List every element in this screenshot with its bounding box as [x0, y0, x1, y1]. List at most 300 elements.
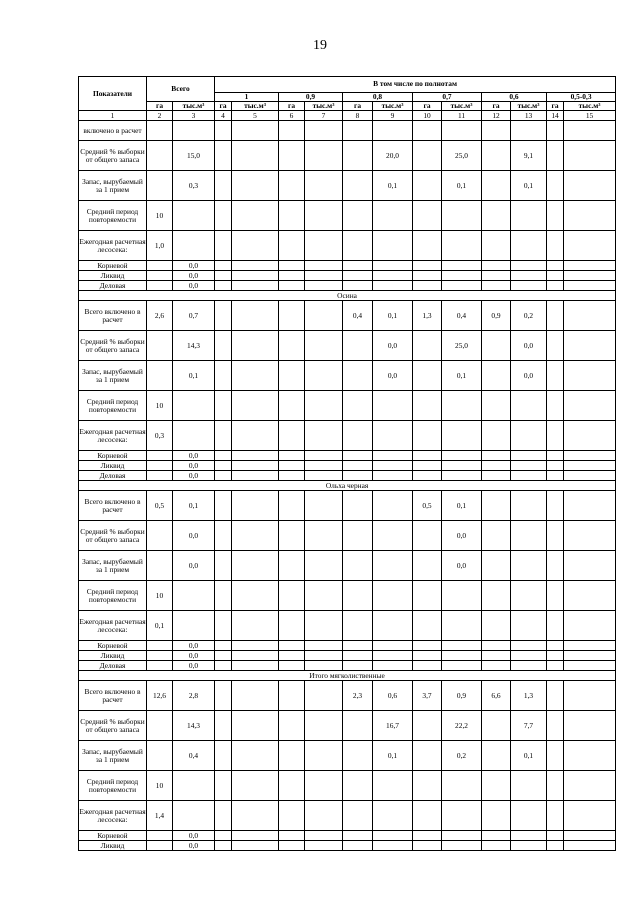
- table-cell: [232, 611, 279, 641]
- table-cell: [564, 281, 616, 291]
- row-label: Корневой: [79, 261, 147, 271]
- table-cell: [373, 261, 413, 271]
- table-cell: [413, 171, 442, 201]
- table-cell: [482, 421, 511, 451]
- table-cell: 0,4: [343, 301, 373, 331]
- table-cell: [547, 451, 564, 461]
- table-row: [79, 231, 616, 261]
- table-cell: [279, 491, 305, 521]
- table-cell: [564, 521, 616, 551]
- table-cell: [442, 641, 482, 651]
- table-cell: [442, 121, 482, 141]
- row-label: Деловая: [79, 661, 147, 671]
- column-number: 6: [279, 111, 305, 121]
- table-cell: [343, 651, 373, 661]
- table-cell: [442, 801, 482, 831]
- table-cell: 6,6: [482, 681, 511, 711]
- table-cell: [413, 141, 442, 171]
- table-cell: [215, 581, 232, 611]
- table-cell: [279, 711, 305, 741]
- table-cell: [547, 361, 564, 391]
- header-unit-ha: га: [147, 102, 173, 111]
- table-row: [79, 771, 616, 801]
- table-cell: [279, 451, 305, 461]
- table-cell: [413, 641, 442, 651]
- table-cell: [343, 421, 373, 451]
- table-cell: [232, 661, 279, 671]
- row-label: Ежегодная расчетная лесосека:: [79, 611, 147, 641]
- table-cell: [413, 841, 442, 851]
- table-row: [79, 841, 616, 851]
- table-cell: [442, 841, 482, 851]
- table-cell: [279, 361, 305, 391]
- table-cell: 1,3: [413, 301, 442, 331]
- table-cell: [511, 611, 547, 641]
- table-cell: [547, 471, 564, 481]
- table-cell: [147, 741, 173, 771]
- table-cell: [373, 581, 413, 611]
- table-cell: [511, 201, 547, 231]
- table-cell: [305, 831, 343, 841]
- table-cell: [232, 271, 279, 281]
- table-cell: [343, 491, 373, 521]
- table-cell: [564, 461, 616, 471]
- table-cell: 0,0: [511, 361, 547, 391]
- table-cell: [279, 581, 305, 611]
- header-unit-ha: га: [343, 102, 373, 111]
- table-cell: [373, 801, 413, 831]
- table-cell: [232, 451, 279, 461]
- table-cell: [215, 641, 232, 651]
- table-cell: 0,9: [482, 301, 511, 331]
- table-cell: [215, 651, 232, 661]
- table-row: [79, 281, 616, 291]
- table-cell: 0,0: [173, 831, 215, 841]
- table-cell: [215, 301, 232, 331]
- table-row: [79, 551, 616, 581]
- table-cell: [511, 771, 547, 801]
- row-label: Корневой: [79, 451, 147, 461]
- header-density-4: 0,6: [482, 93, 547, 102]
- table-cell: [511, 491, 547, 521]
- table-cell: [564, 231, 616, 261]
- table-cell: [305, 361, 343, 391]
- table-cell: [482, 361, 511, 391]
- header-unit-ha: га: [215, 102, 232, 111]
- column-number: 1: [79, 111, 147, 121]
- table-cell: [373, 461, 413, 471]
- table-cell: [279, 391, 305, 421]
- header-including-by-density: В том числе по полнотам: [215, 77, 616, 93]
- row-label: Ежегодная расчетная лесосека:: [79, 801, 147, 831]
- table-row: [79, 451, 616, 461]
- table-cell: [173, 611, 215, 641]
- table-cell: [215, 831, 232, 841]
- table-cell: 0,1: [173, 491, 215, 521]
- table-cell: [511, 471, 547, 481]
- table-cell: [482, 831, 511, 841]
- table-cell: [442, 261, 482, 271]
- table-cell: [547, 771, 564, 801]
- section-title: Итого мягколиственные: [79, 671, 616, 681]
- table-cell: 0,0: [442, 551, 482, 581]
- row-label: Всего включено в расчет: [79, 491, 147, 521]
- column-number: 2: [147, 111, 173, 121]
- table-cell: [232, 121, 279, 141]
- table-cell: [373, 121, 413, 141]
- table-cell: [147, 521, 173, 551]
- table-row: [79, 271, 616, 281]
- table-cell: [413, 331, 442, 361]
- section-title: Ольха черная: [79, 481, 616, 491]
- table-cell: [232, 551, 279, 581]
- table-cell: 9,1: [511, 141, 547, 171]
- header-unit-volume: тыс.м³: [442, 102, 482, 111]
- header-unit-volume: тыс.м³: [173, 102, 215, 111]
- table-cell: [373, 391, 413, 421]
- table-row: [79, 361, 616, 391]
- table-cell: [343, 581, 373, 611]
- column-number: 3: [173, 111, 215, 121]
- table-cell: [482, 741, 511, 771]
- table-cell: [343, 661, 373, 671]
- table-cell: [413, 611, 442, 641]
- table-cell: [232, 641, 279, 651]
- table-cell: [547, 741, 564, 771]
- table-cell: 0,9: [442, 681, 482, 711]
- table-cell: 0,1: [442, 491, 482, 521]
- table-cell: [442, 391, 482, 421]
- table-cell: [442, 831, 482, 841]
- row-label: Ликвид: [79, 271, 147, 281]
- table-cell: [482, 581, 511, 611]
- table-row: [79, 661, 616, 671]
- table-cell: [279, 611, 305, 641]
- table-header: [79, 77, 616, 121]
- table-cell: [547, 331, 564, 361]
- table-cell: 0,0: [173, 471, 215, 481]
- table-cell: [215, 141, 232, 171]
- table-row: [79, 831, 616, 841]
- table-cell: [373, 491, 413, 521]
- table-cell: [343, 611, 373, 641]
- table-cell: [482, 771, 511, 801]
- table-cell: [511, 831, 547, 841]
- table-cell: [147, 711, 173, 741]
- table-cell: [147, 661, 173, 671]
- table-cell: [305, 281, 343, 291]
- table-cell: 0,0: [173, 451, 215, 461]
- table-cell: [413, 201, 442, 231]
- table-cell: [305, 801, 343, 831]
- table-cell: [511, 581, 547, 611]
- table-cell: [215, 461, 232, 471]
- table-cell: [343, 171, 373, 201]
- table-cell: [305, 681, 343, 711]
- table-cell: [547, 491, 564, 521]
- table-cell: [232, 711, 279, 741]
- table-cell: [279, 641, 305, 651]
- table-cell: [305, 141, 343, 171]
- row-label: Корневой: [79, 641, 147, 651]
- row-label: Средний период повторяемости: [79, 391, 147, 421]
- table-cell: [305, 391, 343, 421]
- table-cell: 0,0: [173, 281, 215, 291]
- table-cell: 1,3: [511, 681, 547, 711]
- table-cell: [547, 551, 564, 581]
- table-cell: [215, 261, 232, 271]
- table-cell: [279, 831, 305, 841]
- table-cell: [482, 661, 511, 671]
- table-cell: [279, 461, 305, 471]
- table-cell: [232, 491, 279, 521]
- table-cell: [232, 171, 279, 201]
- table-cell: [305, 641, 343, 651]
- table-cell: [279, 471, 305, 481]
- table-cell: [373, 201, 413, 231]
- table-cell: [564, 491, 616, 521]
- table-cell: [482, 201, 511, 231]
- table-cell: [373, 231, 413, 261]
- table-cell: [482, 471, 511, 481]
- table-cell: [511, 231, 547, 261]
- table-cell: [564, 741, 616, 771]
- table-row: [79, 421, 616, 451]
- table-cell: [343, 361, 373, 391]
- table-cell: [482, 641, 511, 651]
- header-unit-volume: тыс.м³: [373, 102, 413, 111]
- table-cell: [482, 271, 511, 281]
- row-label: Ежегодная расчетная лесосека:: [79, 231, 147, 261]
- header-density-5: 0,5-0,3: [547, 93, 616, 102]
- table-cell: [373, 281, 413, 291]
- table-cell: [305, 771, 343, 801]
- table-cell: [413, 461, 442, 471]
- table-cell: [482, 391, 511, 421]
- table-cell: [373, 611, 413, 641]
- table-cell: [564, 121, 616, 141]
- table-cell: [232, 421, 279, 451]
- table-cell: [564, 301, 616, 331]
- table-cell: [442, 611, 482, 641]
- header-column-numbers: [79, 111, 616, 121]
- section-row: [79, 671, 616, 681]
- table-cell: [547, 681, 564, 711]
- table-cell: [564, 551, 616, 581]
- table-cell: [564, 361, 616, 391]
- table-cell: [413, 771, 442, 801]
- table-cell: [305, 261, 343, 271]
- table-cell: [147, 641, 173, 651]
- table-cell: [373, 451, 413, 461]
- column-number: 8: [343, 111, 373, 121]
- header-total: Всего: [147, 77, 215, 102]
- table-cell: [279, 681, 305, 711]
- table-cell: [305, 121, 343, 141]
- table-cell: 0,0: [373, 331, 413, 361]
- table-cell: [173, 201, 215, 231]
- table-cell: [482, 331, 511, 361]
- table-cell: [215, 121, 232, 141]
- column-number: 4: [215, 111, 232, 121]
- table-cell: [373, 841, 413, 851]
- table-cell: 0,6: [373, 681, 413, 711]
- table-cell: [482, 841, 511, 851]
- table-cell: [279, 171, 305, 201]
- table-cell: [343, 201, 373, 231]
- header-unit-ha: га: [547, 102, 564, 111]
- header-unit-volume: тыс.м³: [232, 102, 279, 111]
- row-label: Ликвид: [79, 651, 147, 661]
- table-body: [79, 121, 616, 851]
- table-cell: [215, 521, 232, 551]
- table-cell: 14,3: [173, 711, 215, 741]
- table-cell: 7,7: [511, 711, 547, 741]
- table-cell: [343, 231, 373, 261]
- table-cell: [173, 581, 215, 611]
- table-cell: [147, 261, 173, 271]
- table-cell: 1,0: [147, 231, 173, 261]
- table-cell: [232, 771, 279, 801]
- row-label: Корневой: [79, 831, 147, 841]
- table-cell: [173, 231, 215, 261]
- table-cell: 0,0: [173, 641, 215, 651]
- table-cell: [413, 741, 442, 771]
- table-cell: [564, 641, 616, 651]
- table-cell: [305, 841, 343, 851]
- table-cell: [547, 301, 564, 331]
- table-cell: [215, 741, 232, 771]
- table-cell: 0,5: [413, 491, 442, 521]
- table-cell: [215, 711, 232, 741]
- column-number: 9: [373, 111, 413, 121]
- table-cell: [147, 171, 173, 201]
- table-cell: [482, 461, 511, 471]
- header-unit-volume: тыс.м³: [511, 102, 547, 111]
- table-cell: [305, 581, 343, 611]
- table-cell: [215, 281, 232, 291]
- table-cell: [215, 611, 232, 641]
- table-cell: [232, 651, 279, 661]
- table-cell: [413, 261, 442, 271]
- table-cell: [373, 471, 413, 481]
- table-cell: [547, 261, 564, 271]
- table-cell: [215, 491, 232, 521]
- table-cell: 2,8: [173, 681, 215, 711]
- table-cell: [413, 551, 442, 581]
- table-cell: 2,3: [343, 681, 373, 711]
- page-number: 19: [313, 38, 327, 53]
- density-table: [78, 76, 616, 851]
- table-cell: [147, 841, 173, 851]
- table-row: [79, 741, 616, 771]
- table-cell: [279, 521, 305, 551]
- table-cell: [279, 281, 305, 291]
- table-cell: 14,3: [173, 331, 215, 361]
- table-cell: [442, 451, 482, 461]
- table-cell: [343, 391, 373, 421]
- table-cell: [442, 651, 482, 661]
- table-cell: [564, 661, 616, 671]
- table-cell: [511, 261, 547, 271]
- table-cell: [343, 521, 373, 551]
- table-cell: [373, 551, 413, 581]
- column-number: 5: [232, 111, 279, 121]
- table-cell: [413, 471, 442, 481]
- table-cell: [547, 171, 564, 201]
- table-cell: [343, 801, 373, 831]
- table-cell: [343, 141, 373, 171]
- table-cell: 10: [147, 581, 173, 611]
- table-cell: [511, 661, 547, 671]
- table-cell: [215, 841, 232, 851]
- row-label: Запас, вырубаемый за 1 прием: [79, 551, 147, 581]
- table-cell: [547, 661, 564, 671]
- table-cell: [442, 201, 482, 231]
- table-cell: [547, 651, 564, 661]
- table-cell: 0,4: [442, 301, 482, 331]
- table-cell: 0,1: [511, 171, 547, 201]
- table-cell: [442, 231, 482, 261]
- table-row: [79, 261, 616, 271]
- table-cell: [305, 661, 343, 671]
- table-cell: [564, 141, 616, 171]
- table-cell: [547, 581, 564, 611]
- table-row: [79, 141, 616, 171]
- table-cell: [232, 581, 279, 611]
- row-label: включено в расчет: [79, 121, 147, 141]
- table-cell: [305, 231, 343, 261]
- table-cell: [305, 471, 343, 481]
- table-row: [79, 201, 616, 231]
- table-cell: [279, 271, 305, 281]
- table-cell: [343, 551, 373, 581]
- table-cell: [343, 711, 373, 741]
- table-cell: [442, 271, 482, 281]
- table-cell: [547, 421, 564, 451]
- row-label: Средний период повторяемости: [79, 771, 147, 801]
- table-cell: [564, 391, 616, 421]
- section-row: [79, 291, 616, 301]
- table-cell: [482, 611, 511, 641]
- table-cell: [215, 421, 232, 451]
- table-cell: [305, 271, 343, 281]
- column-number: 11: [442, 111, 482, 121]
- table-cell: 0,1: [373, 741, 413, 771]
- table-cell: [215, 661, 232, 671]
- table-cell: [232, 831, 279, 841]
- table-cell: [564, 261, 616, 271]
- table-cell: 0,3: [173, 171, 215, 201]
- column-number: 10: [413, 111, 442, 121]
- table-cell: [232, 741, 279, 771]
- table-cell: 0,0: [442, 521, 482, 551]
- table-cell: [147, 361, 173, 391]
- table-cell: [373, 771, 413, 801]
- row-label: Деловая: [79, 281, 147, 291]
- table-cell: [413, 421, 442, 451]
- table-cell: 0,0: [373, 361, 413, 391]
- table-cell: [232, 261, 279, 271]
- table-cell: [547, 611, 564, 641]
- table-row: [79, 711, 616, 741]
- table-cell: [232, 471, 279, 481]
- table-cell: [147, 831, 173, 841]
- table-cell: [279, 301, 305, 331]
- table-cell: [482, 261, 511, 271]
- table-row: [79, 801, 616, 831]
- table-cell: [173, 121, 215, 141]
